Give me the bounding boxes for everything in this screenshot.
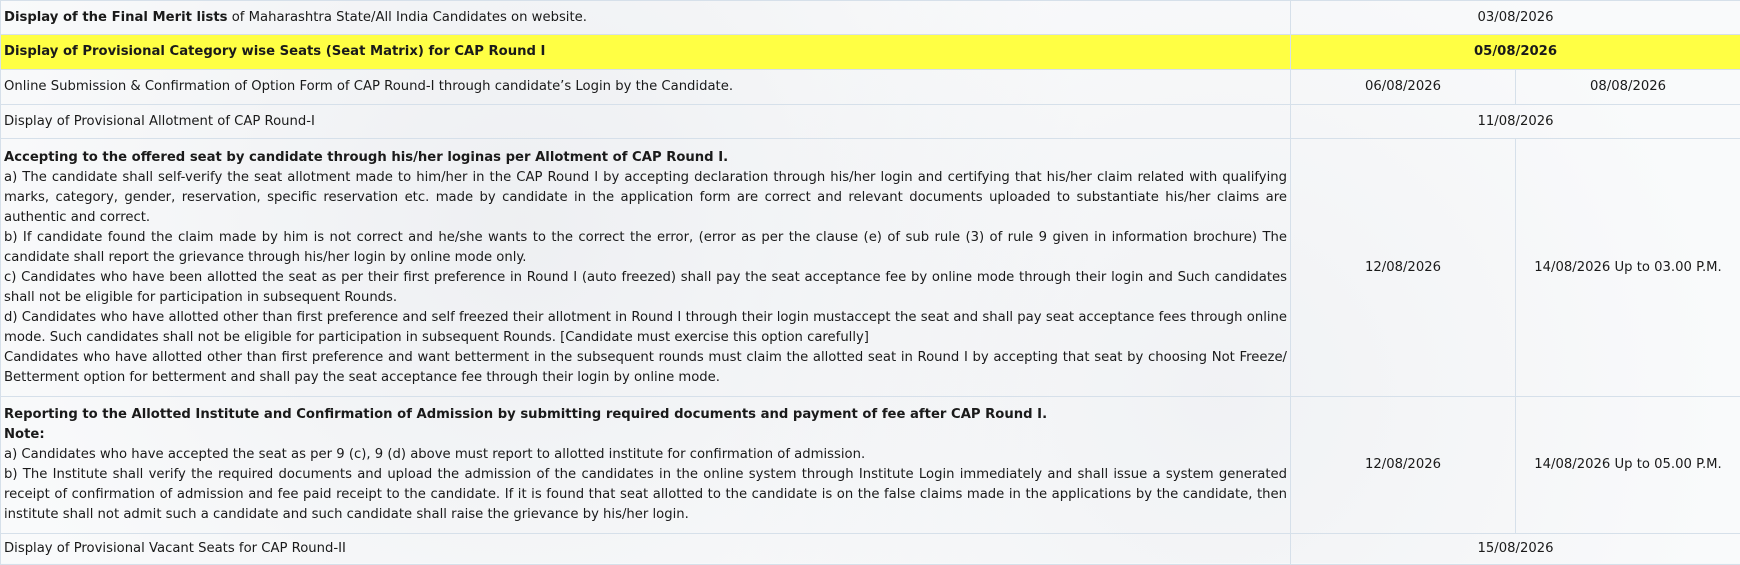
- event-cell: [1, 139, 1291, 397]
- event-cell: Display of Provisional Vacant Seats for CAP Round-II: [1, 534, 1291, 565]
- event-cell: [1, 397, 1291, 534]
- event-title: Reporting to the Allotted Institute and Confirmation of Admission by submitting required documents and payment of fee after CAP Round I.: [4, 405, 1287, 425]
- end-date-cell: 14/08/2026 Up to 03.00 P.M.: [1516, 139, 1740, 397]
- event-cell: Display of Provisional Allotment of CAP Round-I: [1, 105, 1291, 139]
- event-bold-text: Display of the Final Merit lists: [4, 10, 228, 25]
- end-date-cell: 08/08/2026: [1516, 70, 1740, 105]
- clause-d: d) Candidates who have allotted other than first preference and self freezed their allotment in Round I through their login mustaccept the seat and shall pay seat acceptance fees through online mode. Such candidates shall not be eligible for participation in subsequent Rounds. [Candidate must exercise this option carefully]: [4, 308, 1287, 348]
- event-cell: Display of Provisional Category wise Seats (Seat Matrix) for CAP Round I: [1, 35, 1291, 70]
- clause-c: c) Candidates who have been allotted the seat as per their first preference in Round I (auto freezed) shall pay the seat acceptance fee by online mode through their login and Such candidates shall not be eligible for participation in subsequent Rounds.: [4, 268, 1287, 308]
- date-cell: 05/08/2026: [1291, 35, 1740, 70]
- table-row: [1, 139, 1740, 397]
- table-row: [1, 534, 1740, 565]
- table-row: [1, 105, 1740, 139]
- table-row-highlighted: [1, 35, 1740, 70]
- clause-a: a) Candidates who have accepted the seat as per 9 (c), 9 (d) above must report to allotted institute for confirmation of admission.: [4, 445, 1287, 465]
- event-title: Accepting to the offered seat by candidate through his/her loginas per Allotment of CAP Round I.: [4, 148, 1287, 168]
- date-cell: 03/08/2026: [1291, 1, 1740, 35]
- date-cell: 15/08/2026: [1291, 534, 1740, 565]
- event-cell: Online Submission & Confirmation of Option Form of CAP Round-I through candidate’s Login by the Candidate.: [1, 70, 1291, 105]
- clause-e: Candidates who have allotted other than first preference and want betterment in the subsequent rounds must claim the allotted seat in Round I by accepting that seat by choosing Not Freeze/ Betterment option for betterment and shall pay the seat acceptance fee through their login by online mode.: [4, 348, 1287, 388]
- start-date-cell: 12/08/2026: [1291, 397, 1516, 534]
- note-label: Note:: [4, 425, 1287, 445]
- date-cell: 11/08/2026: [1291, 105, 1740, 139]
- end-date-cell: 14/08/2026 Up to 05.00 P.M.: [1516, 397, 1740, 534]
- clause-a: a) The candidate shall self-verify the seat allotment made to him/her in the CAP Round I by accepting declaration through his/her login and certifying that his/her claim related with qualifying marks, category, gender, reservation, specific reservation etc. made by candidate in the application form are correct and relevant documents uploaded to substantiate his/her claims are authentic and correct.: [4, 168, 1287, 228]
- table-row: [1, 1, 1740, 35]
- start-date-cell: 06/08/2026: [1291, 70, 1516, 105]
- start-date-cell: 12/08/2026: [1291, 139, 1516, 397]
- event-cell: [1, 1, 1291, 35]
- event-text: of Maharashtra State/All India Candidates on website.: [228, 10, 587, 25]
- clause-b: b) The Institute shall verify the required documents and upload the admission of the candidates in the online system through Institute Login immediately and shall issue a system generated receipt of confirmation of admission and fee paid receipt to the candidate. If it is found that seat allotted to the candidate is on the false claims made in the applications by the candidate, then institute shall not admit such a candidate and such candidate shall raise the grievance by his/her login.: [4, 465, 1287, 525]
- table-row: [1, 397, 1740, 534]
- table-row: [1, 70, 1740, 105]
- clause-b: b) If candidate found the claim made by him is not correct and he/she wants to the correct the error, (error as per the clause (e) of sub rule (3) of rule 9 given in information brochure) The candidate shall report the grievance through his/her login by online mode only.: [4, 228, 1287, 268]
